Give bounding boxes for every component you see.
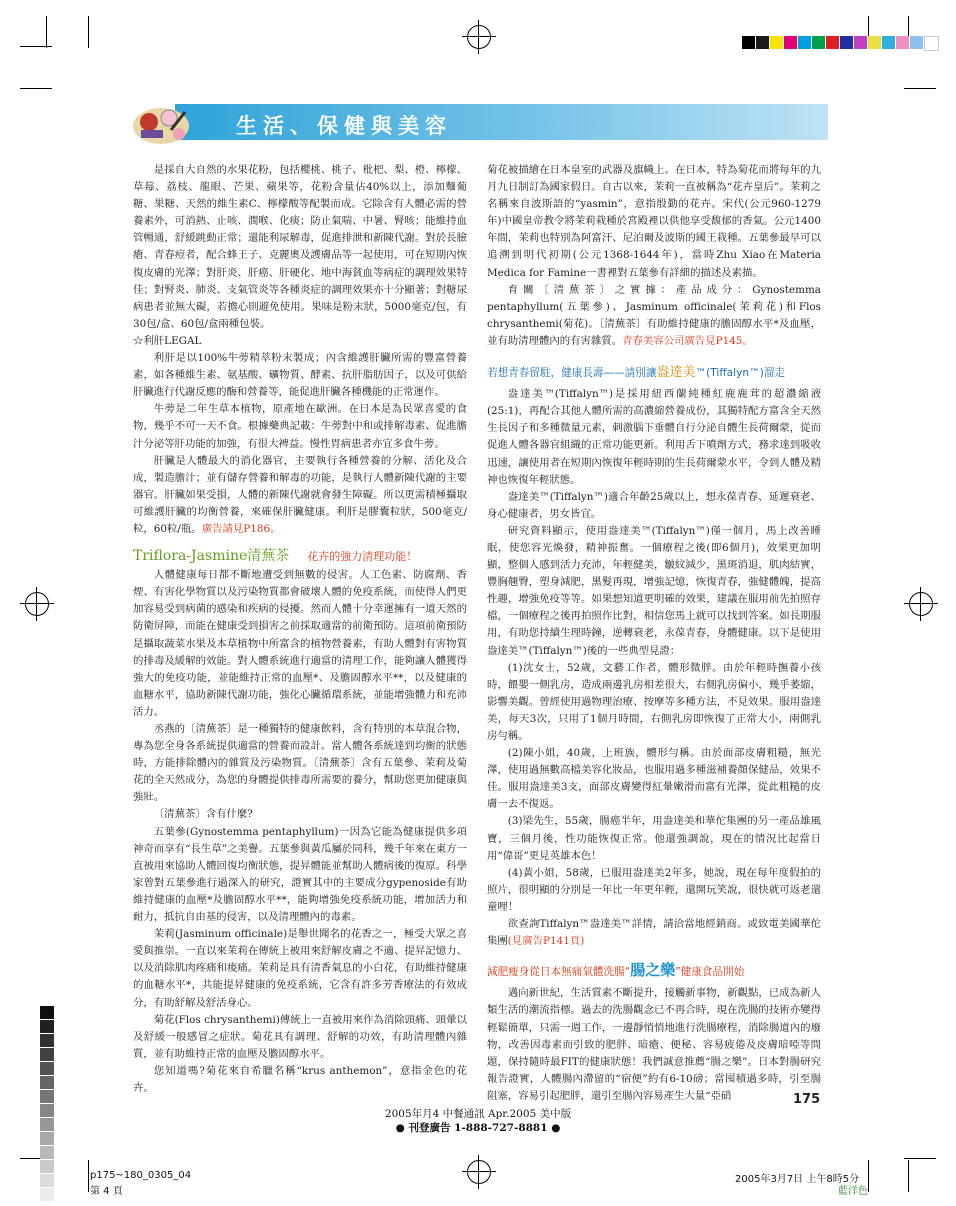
crop-mark (88, 1160, 89, 1192)
crop-mark (20, 88, 52, 89)
color-swatch (756, 36, 769, 49)
paragraph: 〔清蕪茶〕含有什麼? (153, 808, 253, 821)
section-heading-text: ™(Tiffalyn™)溜走 (695, 367, 785, 380)
color-swatch (798, 36, 811, 49)
color-swatch (896, 36, 909, 49)
footer-publication: 2005年月4 中餐通訊 Apr.2005 美中版 (384, 1108, 572, 1120)
gray-step (40, 1160, 54, 1173)
footer-advertise: ● 刊登廣告 1-888-727-8881 ● (395, 1122, 561, 1134)
color-swatch (854, 36, 867, 49)
gray-step (40, 1062, 54, 1075)
paragraph: (1)沈女士，52歲，文藝工作者，體形微胖。由於年輕時撫養小孩時，餵嬰一側乳房，造成兩邊乳房相差很大，右側乳房偏小，幾乎萎縮，影響美觀。曾經使用過物理治療、按摩等多種方法，不見效果。服用盎達美，每天3次，只用了1個月時間，右側乳房即恢復了正常大小，兩側乳房勻稱。 (487, 661, 821, 742)
section-heading-changzhile (487, 962, 821, 981)
section-heading-text: Triflora-Jasmine清蕪茶 (133, 548, 290, 565)
color-swatch (924, 36, 939, 51)
registration-mark-icon (467, 1160, 491, 1184)
gray-step (40, 1006, 54, 1019)
gray-step (40, 1174, 54, 1187)
paragraph: 五葉參(Gynostemma pentaphyllum)一因為它能為健康提供多項神奇而享有“長生草”之美譽。五葉參與黃瓜屬於同科，幾千年來在東方一直被用來協助人體回復均衡狀態，提昇體能並幫助人體病後的復原。科學家曾對五葉參進行過深入的研究，證實其中的主要成分gypenoside有助維持健康的血壓*及膽固醇水平**，能夠增強免疫系統功能，增加活力和耐力，抵抗自由基的侵害，以及清理體內的毒素。 (133, 825, 467, 924)
slug-file: p175~180_0305_04 (90, 1170, 192, 1181)
paragraph (487, 916, 821, 950)
ad-reference: 青春美容公司廣告見P145。 (622, 334, 753, 347)
registration-mark-icon (467, 25, 491, 49)
slug-page: 第 4 頁 (90, 1186, 123, 1197)
section-heading-text: 若想青春留駐，健康長壽——請別讓 (487, 367, 657, 380)
paragraph: 您知道嗎?菊花來自希臘名稱“krus anthemon”，意指金色的花卉。 (133, 1064, 467, 1094)
beauty-cosmetics-icon (131, 100, 191, 146)
registration-mark-icon (25, 592, 49, 616)
crop-mark (904, 88, 936, 89)
paragraph-text: 肝臟是人體最大的消化器官，主要執行各種營養的分解、活化及合成，製造膽汁；並有儲存營養和解毒的功能，是執行人體新陳代謝的主要器官。肝臟如果受損，人體的新陳代謝就會發生障礙。所以更需積極攝取可維護肝臟的均衡營養，來確保肝臟健康。利肝是膠囊粒狀，500毫克/粒，60粒/瓶。 (133, 454, 467, 535)
color-swatch (784, 36, 797, 49)
paragraph: 利肝是以100%牛蒡精萃粉末製成；內含維護肝臟所需的豐富營養素，如各種維生素、氨基酸、礦物質、酵素、抗肝脂肪因子，以及可供給肝臟進行代謝反應的酶和營養等，能促進肝臟各種機能的正常運作。 (133, 352, 467, 399)
gray-step (40, 1034, 54, 1047)
paragraph: 茉莉(Jasminum officinale)是舉世聞名的花香之一，極受大眾之喜愛與推崇。一直以來茉莉在傳統上被用來舒解皮膚之不適、提昇記憶力、以及消除肌肉疼痛和痠痛。茉莉是具有清香氣息的小白花，有助維持健康的血糖水平*，共能提昇健康的免疫系統，它含有許多芳香療法的有效成分，有助舒解及舒活身心。 (133, 928, 467, 1009)
crop-mark (868, 1160, 869, 1192)
paragraph: 邁向新世紀，生活質素不斷提升，接觸新事物，新觀點，已成為新人類生活的潮流指標。過去的洗腸觀念已不再合時，現在洗腸的技術亦變得輕鬆簡單，只需一週工作，一邊靜悄悄地進行洗腸療程，消除腸道內的廢物，改善因毒素而引致的肥胖、暗瘡、便秘、容易疲倦及皮膚暗啞等問題，保持隨時最FIT的健康狀態！我們誠意推薦“腸之樂”。日本對腸研究報告證實，人體腸內滯留的“宿便”約有6-10磅；當囤積過多時，引至腸阻塞，容易引起肥胖，還引至腸內容易產生大量“亞硝 (487, 987, 821, 1102)
paragraph: 是採自大自然的水果花粉，包括櫻桃、桃子、枇杷、梨、橙、檸檬、草莓、荔枝、龍眼、芒果、蘋果等，花粉含量佔40%以上，添加麵葡糖、果糖、天然的維生素C、檸檬酸等配製而成。它除含有人體必需的營養素外，可消熱、止咳、潤喉、化痰；防止氣喘、中暑、腎咳；能維持血管暢通，舒緩跳動正常；還能利尿解毒，促進排泄和新陳代謝。對於長臉瘡、青春痘者，配合蜂王子、克麗奧及護膚品等一起使用，可在短期內恢復皮膚的光澤；對肝炎、肝癌、肝硬化、地中海貧血等病症的調理效果特佳；對腎炎、肺炎、支氣管炎等各種炎症的調理效果亦十分顯著；對糖尿病患者並無大礙，若擔心則避免使用。果味是粉末狀，5000毫克/包，有30包/盒、60包/盒兩種包裝。 (133, 164, 467, 330)
paragraph: 菊花被描繪在日本皇室的武器及旗幟上。在日本，特為菊花而將每年的九月九日制訂為國家假日。自古以來，茉莉一直被稱為“花卉皇后”。茉莉之名稱來自波斯語的“yasmin”，意指殷勤的花卉。宋代(公元960-1279年)中國皇帝教令將茉莉栽種於宮殿裡以供他享受馥郁的香氣。公元1400年間，茉莉也特別為阿富汗、尼泊爾及波斯的國王栽種。五葉參最早可以追溯到明代初期(公元1368-1644年)，當時Zhu Xiao在Materia Medica for Famine一書裡對五葉參有詳細的描述及素描。 (487, 164, 821, 279)
brand-name: 腸之樂 (630, 961, 676, 980)
page-title: 生活、保健與美容 (236, 114, 452, 138)
color-swatch (826, 36, 839, 49)
paragraph: 菊花(Flos chrysanthemi)傳統上一直被用來作為消除頭痛、頭暈以及舒緩一般感冒之症狀。菊花具有調理、舒解的功效，有助清理體內雜質，並有助維持正常的血壓及膽固醇水平。 (133, 1013, 467, 1060)
color-swatch (742, 36, 755, 49)
gray-step (40, 1048, 54, 1061)
paragraph: 研究資料顯示，使用盎達美™(Tiffalyn™)僅一個月，馬上改善睡眠，使您容光煥發，精神振奮。一個療程之後(即6個月)，效果更加明顯，整個人感到活力充沛，年輕健美，皺紋減少，黑斑消退，肌肉結實，豐胸翹臀，塑身減肥，黑髮再現，增強記憶，恢復青春，強健體魄，提高性趣，增強免疫等等。如果想知道更明確的效果，建議在服用前先拍照存檔，一個療程之後再拍照作比對，相信您馬上就可以找到答案。如長期服用，有助您持續生理時鐘，逆轉衰老，永葆青春，身體健康。以下是使用盎達美™(Tiffalyn™)後的一些典型見證： (487, 524, 821, 657)
paragraph: (3)梁先生，55歲，腸癌半年，用盎達美和華佗集團的另一產品雄風寶，三個月後，性功能恢復正常。他還強調說，現在的情況比起當日用“偉哥”更見英雄本色！ (487, 815, 821, 862)
crop-mark (908, 1160, 909, 1192)
slug-plate: 藍洋色 (838, 1186, 868, 1197)
paragraph: 人體健康每日都不斷地遭受到無數的侵害。人工色素、防腐劑、香煙、有害化學物質以及污染物質都會破壞人體的免疫系統，而使得人們更加容易受到病菌的感染和疾病的侵擾。然而人體十分幸運擁有一道天然的防衛屏障，而能在健康受到損害之前採取適當的前衛預防。這項前衛預防是攝取蔬菜水果及本草植物中所富含的植物營養素，有助人體對有害物質的排毒及緩解的效能。對人體系統進行適當的清理工作，能夠讓人體獲得強大的免疫功能，並能維持正常的血壓*、及膽固醇水平**，以及健康的血糖水平，協助新陳代謝功能，強化心臟循環系統，並能增強體力和充沛活力。 (133, 569, 467, 718)
section-heading-triflora (133, 548, 467, 565)
paragraph: 丞燕的〔清蕪茶〕是一種獨特的健康飲料，含有特別的本草混合物，專為您全身各系統提供適當的營養而設計。當人體各系統達到均衡的狀態時，方能排除體內的雜質及污染物質。〔清蕪茶〕含有五葉參、茉莉及菊花的全天然成分，為您的身體提供排毒所需要的養分，幫助您更加健康與強壯。 (133, 723, 467, 804)
paragraph: 盎達美™(Tiffalyn™)是採用紐西蘭純種紅鹿鹿茸的超濃縮液(25:1)，再配合其他人體所需的高濃縮營養成份，其獨特配方富含全天然生長因子和多種微量元素，刺激腦下垂體自行分泌自體生長荷爾蒙，從而促進人體各器官組織的正常功能更新。利用舌下噴劑方式，務求達到吸收迅速，讓使用者在短期內恢復年輕時期的生長荷爾蒙水平，令到人體及精神也恢復年輕狀態。 (487, 388, 821, 486)
slug-date: 2005年3月7日 上午8時5分 (735, 1174, 860, 1185)
color-swatch (840, 36, 853, 49)
gray-step (40, 1090, 54, 1103)
section-heading-tiffalyn (487, 364, 821, 382)
gray-step (40, 1188, 54, 1201)
page-number: 175 (793, 1092, 821, 1107)
color-swatch (910, 36, 923, 49)
left-column (133, 162, 467, 1097)
product-title: ☆利肝LEGAL (133, 334, 202, 347)
gray-step (40, 1076, 54, 1089)
crop-mark (904, 1158, 936, 1159)
section-subheading: 花卉的強力清理功能！ (307, 550, 418, 564)
gray-step (40, 1146, 54, 1159)
registration-mark-icon (909, 592, 933, 616)
ad-reference: (見廣告P141頁) (507, 935, 585, 948)
color-swatch (868, 36, 881, 49)
paragraph: (4)黃小姐，58歲，已服用盎達美2年多，她說，現在每年度假拍的照片，很明顯的分別是一年比一年更年輕，還開玩笑說，很快就可返老還童哩！ (487, 866, 821, 913)
color-swatch (770, 36, 783, 49)
right-column (487, 162, 821, 1105)
color-swatch (812, 36, 825, 49)
color-swatch (882, 36, 895, 49)
section-heading-text: ”健康食品開始 (675, 966, 745, 979)
section-heading-text: 減肥瘦身從日本無痛氣體洗腸“ (487, 966, 631, 979)
gray-step (40, 1020, 54, 1033)
crop-mark (20, 46, 52, 47)
crop-mark (46, 16, 47, 48)
paragraph-text: 欲查詢Tiffalyn™盎達美™詳情，請洽當地經銷商。或致電美國華佗集團 (487, 918, 821, 948)
paragraph (487, 282, 821, 350)
ad-reference: 廣告請見P186。 (201, 522, 281, 535)
crop-mark (88, 16, 89, 48)
paragraph: 盎達美™(Tiffalyn™)適合年齡25歲以上，想永葆青春、延遲衰老、身心健康者，男女皆宜。 (487, 490, 821, 520)
paragraph: (2)陳小姐，40歲，上班族，體形勻稱。由於面部皮膚粗糙，無光澤，使用過無數高檔美容化妝品，也服用過多種滋補養顏保健品，效果不佳。服用盎達美3支，面部皮膚變得紅暈嫩滑而富有光澤，從此粗糙的皮膚一去不復返。 (487, 747, 821, 811)
paragraph-text: 育關〔清蕪茶〕之實據：產品成分：Gynostemma pentaphyllum(五葉參)、Jasminum officinale(茉莉花)和Flos chrysanthemi(菊花)。〔清蕪茶〕有助維持健康的膽固醇水平*及血壓，並有助清理體內的有害雜質。 (487, 283, 821, 347)
paragraph (133, 453, 467, 538)
paragraph: 牛蒡是二年生草本植物，原產地在歐洲。在日本是為民眾喜愛的食物，幾乎不可一天不食。根據藥典記載：牛蒡對中和或排解毒素、促進膽汁分泌等肝功能的加強，有很大裨益。慢性胃病患者亦宜多食牛蒡。 (133, 403, 467, 450)
brand-name: 盎達美 (656, 365, 696, 381)
